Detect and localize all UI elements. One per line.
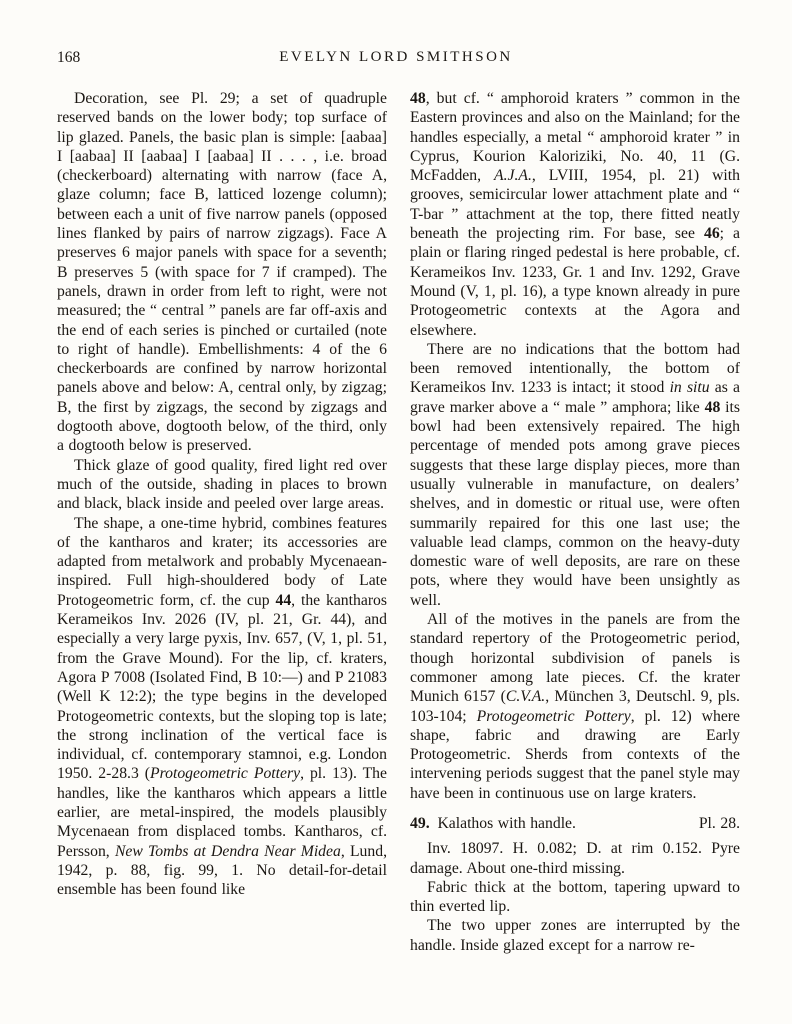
bold-text: 48 <box>410 90 426 107</box>
italic-text: A.J.A. <box>494 167 532 185</box>
italic-text: Protogeometric Pottery <box>476 707 631 725</box>
paragraph: 48, but cf. “ amphoroid kraters ” common in the Eastern provinces and also on the Mainland; for the handles especially, a metal “ amphoroid krater ” in Cyprus, Kourion Kaloriziki, No. 40, 11 (G. McFadden, A.J.A., LVIII, 1954, pl. 21) with grooves, semicircular lower attachment plate and “ T-bar ” attachment at the top, there fitted neatly beneath the projecting rim. For base, see 46; a plain or flaring ringed pedestal is here probable, cf. Kerameikos Inv. 1233, Gr. 1 and Inv. 1292, Grave Mound (V, 1, pl. 16), a type known already in pure Protogeometric contexts at the Agora and elsewhere. <box>410 90 740 339</box>
bold-text: 46 <box>703 225 720 243</box>
italic-text: C.V.A. <box>505 688 546 706</box>
entry-title: 49. Kalathos with handle. <box>410 814 576 832</box>
paragraph: The two upper zones are interrupted by the handle. Inside glazed except for a narrow re- <box>410 917 740 954</box>
italic-text: Protogeometric Pottery <box>150 765 301 783</box>
paragraph: All of the motives in the panels are from the standard repertory of the Protogeometric period, though horizontal subdivision of panels is commoner among late pieces. Cf. the krater Munich 6157 (C.V.A., München 3, Deutschl. 9, pls. 103-104; Protogeometric Pottery, pl. 12) where shape, fabric and drawing are Early Protogeometric. Sherds from contexts of the intervening periods suggest that the panel style may have been in continuous use on large kraters. <box>410 611 740 802</box>
paragraph: Decoration, see Pl. 29; a set of quadruple reserved bands on the lower body; top surface of lip glazed. Panels, the basic plan is simple: [aabaa] I [aabaa] II [aabaa] I [aabaa] II . . . , i.e. broad (checkerboard) alternating with narrow (face A, glaze column; face B, latticed lozenge column); between each a unit of five narrow panels (opposed lines flanked by pairs of narrow zigzags). Face A preserves 6 major panels with space for a seventh; B preserves 5 (with space for 7 if cramped). The panels, drawn in order from left to right, were not measured; the “ central ” panels are far off-axis and the end of each series is pinched or curtailed (note to right of handle). Embellishments: 4 of the 6 checkerboards are confined by narrow horizontal panels above and below: A, central only, by zigzag; B, the first by zigzags, the second by zigzags and dogtooth above, dogtooth below, of the third, only a dogtooth below is preserved. <box>57 90 387 455</box>
bold-text: 48 <box>704 398 721 416</box>
paragraph: There are no indications that the bottom had been removed intentionally, the bottom of Kerameikos Inv. 1233 is intact; it stood in situ as a grave marker above a “ male ” amphora; like 48 its bowl had been extensively repaired. The high percentage of mended pots among grave pieces suggests that these large display pieces, more than usually vulnerable in manufacture, on dealers’ shelves, and in domestic or ritual use, were often summarily repaired for this one last use; the valuable lead clamps, common on the heavy-duty domestic ware of well deposits, are rare on these pots, where they would have been unsightly as well. <box>410 340 740 609</box>
page-number: 168 <box>57 49 81 66</box>
catalog-entry-heading <box>410 814 740 833</box>
paragraph: Thick glaze of good quality, fired light red over much of the outside, shading in places to brown and black, black inside and peeled over large areas. <box>57 456 387 513</box>
plate-reference: Pl. 28. <box>698 814 740 832</box>
right-column <box>410 89 740 955</box>
running-title: EVELYN LORD SMITHSON <box>279 49 513 65</box>
entry-number: 49. <box>410 814 430 832</box>
text-columns <box>57 89 740 955</box>
italic-text: in situ <box>669 379 710 397</box>
page-header <box>57 49 735 69</box>
paragraph: Inv. 18097. H. 0.082; D. at rim 0.152. Pyre damage. About one-third missing. <box>410 840 740 877</box>
bold-text: 44 <box>275 591 292 609</box>
italic-text: New Tombs at Dendra Near Midea <box>114 842 341 860</box>
left-column <box>57 89 387 955</box>
paragraph: Fabric thick at the bottom, tapering upward to thin everted lip. <box>410 878 740 916</box>
paragraph: The shape, a one-time hybrid, combines features of the kantharos and krater; its accessories are adapted from metalwork and probably Mycenaean-inspired. Full high-shouldered body of Late Protogeometric form, cf. the cup 44, the kantharos Kerameikos Inv. 2026 (IV, pl. 21, Gr. 44), and especially a very large pyxis, Inv. 657, (V, 1, pl. 51, from the Grave Mound). For the lip, cf. kraters, Agora P 7008 (Isolated Find, B 10:—) and P 21083 (Well K 12:2); the type begins in the developed Protogeometric contexts, but the sloping top is late; the strong inclination of the vertical face is individual, cf. contemporary stamnoi, e.g. London 1950. 2-28.3 (Protogeometric Pottery, pl. 13). The handles, like the kantharos which appears a little earlier, are metal-inspired, the models plausibly Mycenaean from displaced tombs. Kantharos, cf. Persson, New Tombs at Dendra Near Midea, Lund, 1942, p. 88, fig. 99, 1. No detail-for-detail ensemble has been found like <box>57 514 387 899</box>
